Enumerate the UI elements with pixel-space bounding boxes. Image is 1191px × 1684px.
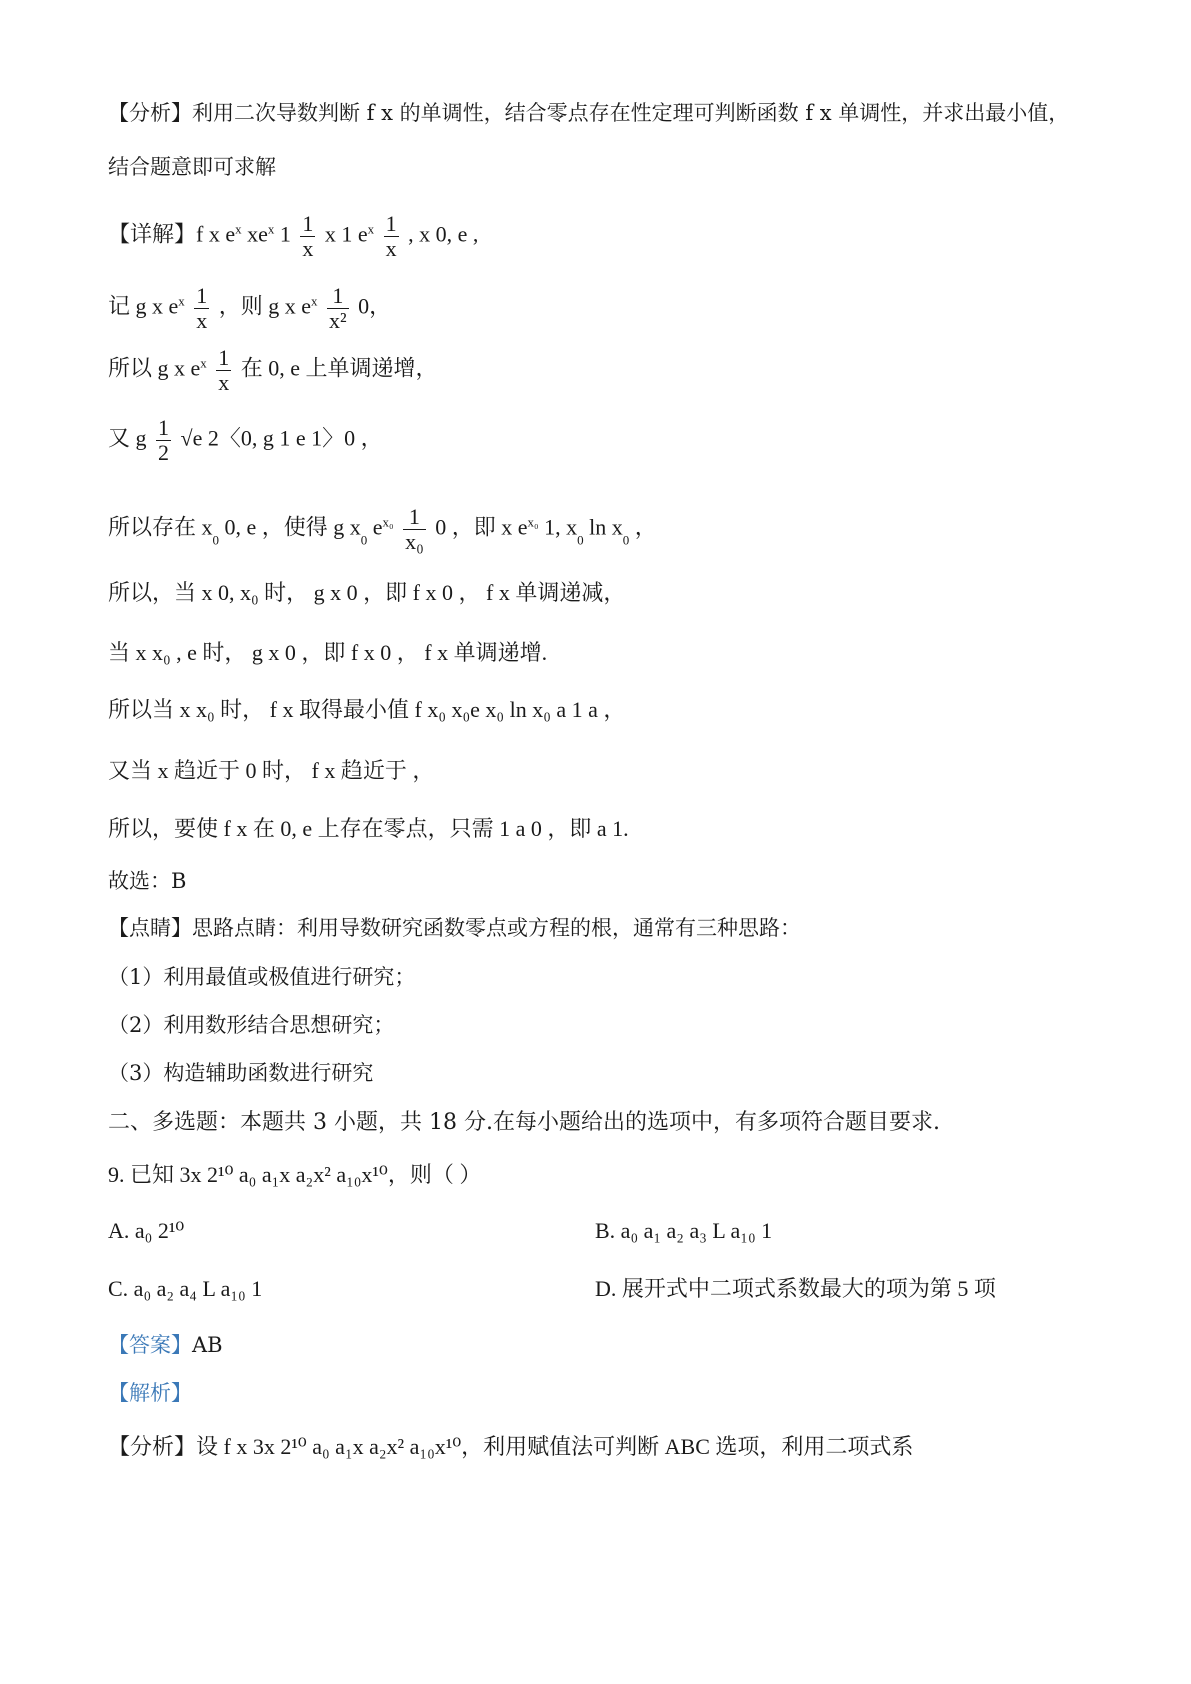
zero-condition-line: 所以，要使 f x 在 0, e 上存在零点，只需 1 a 0 ，即 a 1. — [108, 816, 629, 841]
exists-x0-line: 所以存在 $x_0$ 0, e ，使得 g $x_0$ $e^{x_0}$ $\frac{1}{\text{x₀}}$ 0 ，即 x $e^{x_0}$ 1, $x_0$ $\ln x_0$ ， — [108, 504, 657, 555]
remark-item-2: （2）利用数形结合思想研究； — [108, 1013, 395, 1037]
analysis-line-q9: 【分析】设 f x 3x 2¹⁰ a₀ a₁x a₂x² a₁₀x¹⁰，利用赋值法可判断 ABC 选项，利用二项式系 — [108, 1434, 914, 1459]
detail-derivative-line: 【详解】f x $e^x$ $xe^x$ 1 $\frac{1}{x}$ x 1 $e^x$ $\frac{1}{x}$ , x 0, e , — [108, 211, 479, 262]
define-g-line: 记 g x $e^x$ $\frac{1}{x}$ ，则 g x $e^x$ $\frac{1}{\text{x²}}$ 0， — [108, 283, 392, 334]
answer-value: AB — [192, 1333, 223, 1357]
option-c: C. a₀ a₂ a₄ L a₁₀ 1 — [108, 1276, 263, 1301]
fraction: $\frac{1}{x}$ — [302, 211, 314, 262]
fraction: $\frac{1}{\text{x²}}$ — [329, 283, 347, 334]
fraction: $\frac{1}{x}$ — [196, 283, 208, 334]
section-heading: 二、多选题：本题共 3 小题，共 18 分.在每小题给出的选项中，有多项符合题目要求. — [108, 1110, 940, 1135]
analysis-line-1: 【分析】利用二次导数判断 f x 的单调性，结合零点存在性定理可判断函数 f x 单调性，并求出最小值， — [108, 101, 1070, 125]
option-d: D. 展开式中二项式系数最大的项为第 5 项 — [595, 1276, 996, 1301]
minimum-line: 所以当 x x₀ 时， f x 取得最小值 f x₀ x₀e x₀ ln x₀ a 1 a ， — [108, 697, 626, 722]
fraction: $\frac{1}{x}$ — [385, 211, 397, 262]
fraction: $\frac{1}{\text{x₀}}$ — [405, 504, 424, 555]
option-a: A. a₀ 2¹⁰ — [108, 1218, 185, 1243]
answer-label: 【答案】 — [108, 1333, 192, 1357]
answer-line — [108, 1330, 223, 1360]
analysis-label: 【解析】 — [108, 1381, 192, 1405]
decreasing-line: 所以，当 x 0, x₀ 时， g x 0 ，即 f x 0 ， f x 单调递减， — [108, 580, 626, 605]
remark-line: 【点睛】思路点睛：利用导数研究函数零点或方程的根，通常有三种思路： — [108, 916, 801, 940]
detail-label: 【详解】 — [108, 221, 197, 247]
option-b: B. a₀ a₁ a₂ a₃ L a₁₀ 1 — [595, 1218, 773, 1243]
g-values-line: 又 g $\frac{1}{2}$ √e 2〈0, g 1 e 1〉0 ， — [108, 415, 383, 466]
remark-item-3: （3）构造辅助函数进行研究 — [108, 1061, 374, 1085]
fraction: $\frac{1}{x}$ — [218, 345, 230, 396]
choice-line: 故选：B — [108, 869, 187, 893]
g-increasing-line: 所以 g x $e^x$ $\frac{1}{x}$ 在 0, e 上单调递增， — [108, 345, 438, 396]
remark-item-1: （1）利用最值或极值进行研究； — [108, 965, 416, 989]
question-9-stem: 9. 已知 3x 2¹⁰ a₀ a₁x a₂x² a₁₀x¹⁰，则（ ） — [108, 1162, 482, 1187]
analysis-line-2: 结合题意即可求解 — [108, 155, 276, 179]
limit-line: 又当 x 趋近于 0 时， f x 趋近于 ， — [108, 758, 435, 783]
fraction: $\frac{1}{2}$ — [158, 415, 170, 466]
increasing-line: 当 x x₀ , e 时， g x 0 ，即 f x 0 ， f x 单调递增. — [108, 640, 548, 665]
